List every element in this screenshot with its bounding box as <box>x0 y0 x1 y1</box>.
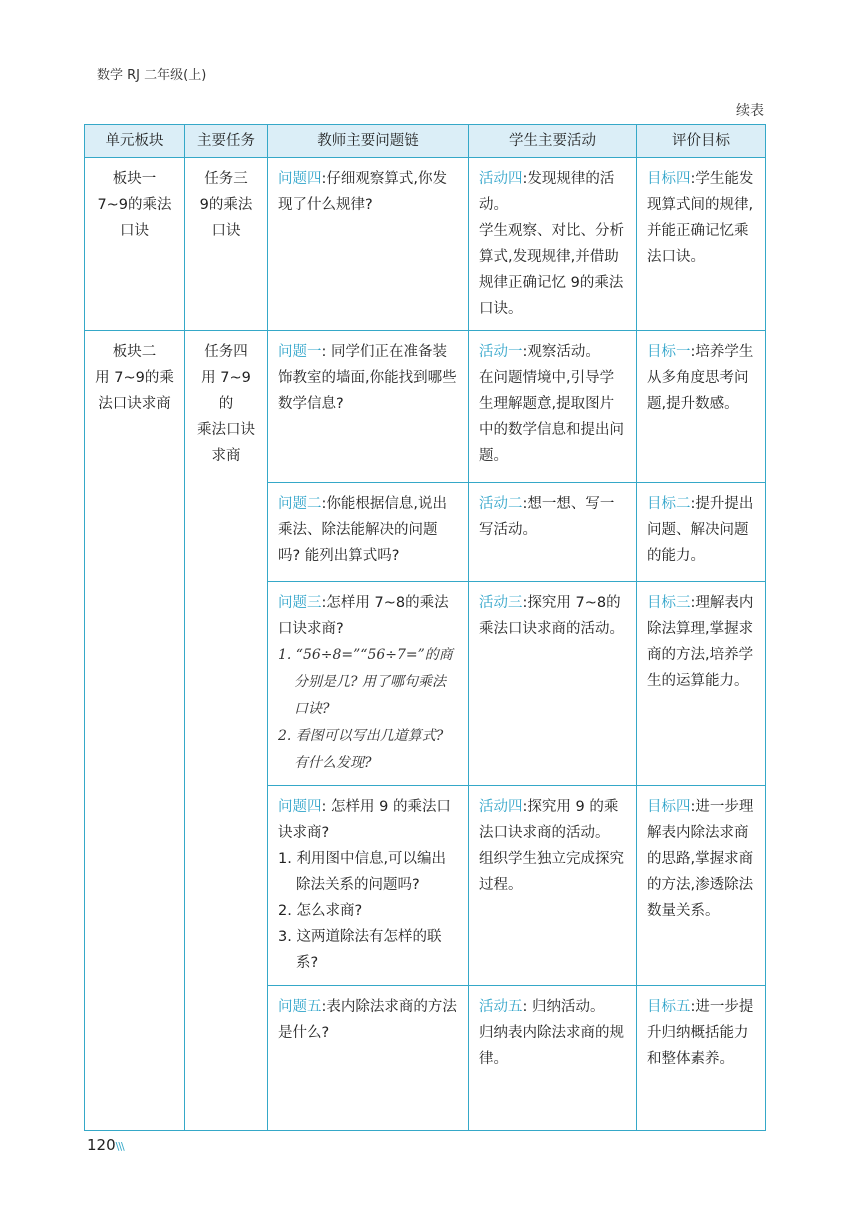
unit-line: 口诀 <box>120 223 149 239</box>
running-head: 数学 RJ 二年级(上) <box>97 68 207 83</box>
goal-label: 目标五 <box>647 999 691 1015</box>
question-label: 问题一 <box>278 344 322 360</box>
activity-label: 活动一 <box>479 344 523 360</box>
activity-cell <box>469 986 637 1131</box>
question-item: 2. 怎么求商? <box>278 903 363 919</box>
activity-detail: 组织学生独立完成探究过程。 <box>479 851 624 893</box>
activity-cell <box>469 582 637 786</box>
task-line: 9的乘法 <box>199 197 253 213</box>
goal-cell <box>637 986 766 1131</box>
question-item: 2. 看图可以写出几道算式? 有什么发现? <box>278 728 444 771</box>
activity-label: 活动三 <box>479 595 523 611</box>
question-item: 1. “56÷8=”“56÷7=”的商分别是几? 用了哪句乘法口诀? <box>278 647 453 717</box>
goal-label: 目标三 <box>647 595 691 611</box>
question-label: 问题三 <box>278 595 322 611</box>
goal-cell <box>637 786 766 986</box>
task-line: 任务四 <box>204 344 248 360</box>
question-label: 问题二 <box>278 496 322 512</box>
activity-text: :探究用 9 的乘法口诀求商的活动。 <box>479 799 619 841</box>
unit-cell-block2 <box>85 331 185 1131</box>
question-cell <box>268 786 469 986</box>
activity-cell <box>469 483 637 582</box>
goal-text: :培养学生从多角度思考问题,提升数感。 <box>647 344 754 412</box>
activity-detail: 归纳表内除法求商的规律。 <box>479 1025 624 1067</box>
activity-cell <box>469 158 637 331</box>
goal-label: 目标二 <box>647 496 691 512</box>
question-cell <box>268 582 469 786</box>
task-cell-block1 <box>185 158 268 331</box>
question-cell <box>268 483 469 582</box>
goal-label: 目标四 <box>647 171 691 187</box>
activity-cell <box>469 331 637 483</box>
task-line: 乘法口诀 <box>197 422 255 438</box>
goal-text: :学生能发现算式间的规律,并能正确记忆乘法口诀。 <box>647 171 754 265</box>
activity-text: :想一想、写一写活动。 <box>479 496 615 538</box>
header-student-activity: 学生主要活动 <box>469 125 637 158</box>
task-line: 口诀 <box>211 223 241 239</box>
unit-cell-block1 <box>85 158 185 331</box>
activity-text: :发现规律的活动。 <box>479 171 615 213</box>
task-line: 求商 <box>211 448 241 464</box>
question-text: :仔细观察算式,你发现了什么规律? <box>278 171 447 213</box>
activity-label: 活动二 <box>479 496 523 512</box>
question-label: 问题四 <box>278 799 322 815</box>
continued-label: 续表 <box>736 103 764 119</box>
question-item: 1. 利用图中信息,可以编出除法关系的问题吗? <box>278 851 447 893</box>
goal-cell <box>637 158 766 331</box>
question-text: : 同学们正在准备装饰教室的墙面,你能找到哪些数学信息? <box>278 344 457 412</box>
goal-cell <box>637 483 766 582</box>
unit-line: 板块一 <box>112 171 157 187</box>
unit-line: 法口诀求商 <box>98 396 171 412</box>
activity-text: :观察活动。 <box>522 344 600 360</box>
goal-label: 目标四 <box>647 799 691 815</box>
question-text: :怎样用 7~8的乘法口诀求商? <box>278 595 449 637</box>
question-text: : 怎样用 9 的乘法口诀求商? <box>278 799 451 841</box>
unit-line: 用 7~9的乘 <box>95 370 174 386</box>
goal-label: 目标一 <box>647 344 691 360</box>
question-cell <box>268 158 469 331</box>
page-footer <box>87 1136 124 1154</box>
question-item: 3. 这两道除法有怎样的联系? <box>278 929 442 971</box>
header-question-chain: 教师主要问题链 <box>268 125 469 158</box>
question-cell <box>268 986 469 1131</box>
goal-text: :理解表内除法算理,掌握求商的方法,培养学生的运算能力。 <box>647 595 754 689</box>
goal-text: :提升提出问题、解决问题的能力。 <box>647 496 754 564</box>
goal-cell <box>637 331 766 483</box>
lesson-plan-table <box>84 124 766 1131</box>
header-unit: 单元板块 <box>85 125 185 158</box>
page-decoration: \\\ <box>115 1140 124 1153</box>
unit-line: 7~9的乘法 <box>97 197 172 213</box>
page-number: 120 <box>87 1136 116 1154</box>
activity-text: : 归纳活动。 <box>522 999 605 1015</box>
goal-text: :进一步提升归纳概括能力和整体素养。 <box>647 999 754 1067</box>
activity-cell <box>469 786 637 986</box>
task-line: 任务三 <box>204 171 248 187</box>
task-line: 用 7~9的 <box>201 370 251 412</box>
unit-line: 板块二 <box>112 344 157 360</box>
question-label: 问题五 <box>278 999 322 1015</box>
task-cell-block2 <box>185 331 268 1131</box>
question-text: :表内除法求商的方法是什么? <box>278 999 457 1041</box>
goal-cell <box>637 582 766 786</box>
question-cell <box>268 331 469 483</box>
activity-detail: 学生观察、对比、分析算式,发现规律,并借助规律正确记忆 9的乘法口诀。 <box>479 223 624 317</box>
table-row <box>85 331 766 483</box>
table-header-row <box>85 125 766 158</box>
header-goal: 评价目标 <box>637 125 766 158</box>
activity-detail: 在问题情境中,引导学生理解题意,提取图片中的数学信息和提出问题。 <box>479 370 624 464</box>
activity-text: :探究用 7~8的乘法口诀求商的活动。 <box>479 595 624 637</box>
activity-label: 活动四 <box>479 799 523 815</box>
header-task: 主要任务 <box>185 125 268 158</box>
question-text: :你能根据信息,说出乘法、除法能解决的问题吗? 能列出算式吗? <box>278 496 447 564</box>
goal-text: :进一步理解表内除法求商的思路,掌握求商的方法,渗透除法数量关系。 <box>647 799 754 919</box>
activity-label: 活动四 <box>479 171 523 187</box>
activity-label: 活动五 <box>479 999 523 1015</box>
question-label: 问题四 <box>278 171 322 187</box>
table-row <box>85 158 766 331</box>
